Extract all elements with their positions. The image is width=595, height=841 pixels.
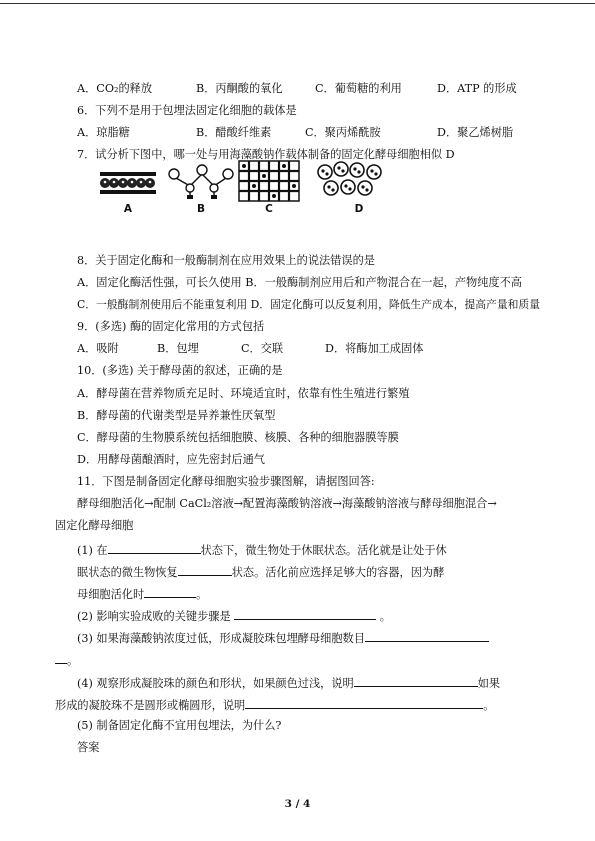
q9-option-a: A．吸附 [77, 342, 119, 355]
q6-option-a: A．琼脂糖 [77, 126, 130, 139]
q11-part4-text-c: 形成的凝胶珠不是圆形或椭圆形，说明 [55, 699, 246, 712]
q8-line-2: C．一般酶制剂使用后不能重复利用 D．固定化酶可以反复利用，降低生产成本，提高产量和质量 [77, 298, 541, 311]
q11-part4-line1 [77, 675, 500, 691]
q9-option-d: D．将酶加工成固体 [325, 342, 424, 355]
figure-label-d: D [354, 203, 364, 215]
q11-part1-text-b: 状态下，微生物处于休眠状态。活化就是让处于休 [200, 544, 447, 557]
q6-option-b: B．醋酸纤维素 [196, 126, 272, 139]
q5-option-b: B．丙酮酸的氧化 [196, 82, 283, 95]
q11-part1-line2 [77, 564, 444, 580]
q11-part4-text-d: 。 [483, 699, 495, 712]
q11-part3-line2 [55, 652, 78, 668]
q11-stem: 11．下图是制备固定化酵母细胞实验步骤图解，请据图回答: [77, 475, 375, 488]
q11-part1-text-e: 母细胞活化时 [77, 588, 145, 601]
figure-a-illustration [98, 160, 158, 200]
q11-part1-blank-2[interactable] [178, 564, 232, 576]
q6-option-d: D．聚乙烯树脂 [437, 126, 514, 139]
q11-part4-text-a: (4) 观察形成凝胶珠的颜色和形状，如果颜色过浅，说明 [77, 677, 354, 690]
figure-label-b: B [196, 203, 205, 215]
q10-option-b: B．酵母菌的代谢类型是异养兼性厌氧型 [77, 409, 276, 422]
figure-d-illustration [316, 160, 386, 200]
q11-flow-line-2: 固定化酵母细胞 [55, 519, 134, 532]
q6-stem: 6．下列不是用于包埋法固定化细胞的载体是 [77, 104, 297, 117]
q11-part1-line3 [77, 586, 207, 602]
q11-part5: (5) 制备固定化酶不宜用包埋法，为什么? [77, 719, 282, 732]
q11-part1-line1 [77, 542, 447, 558]
q7-stem: 7．试分析下图中，哪一处与用海藻酸钠作载体制备的固定化酵母细胞相似 D [77, 148, 455, 161]
q5-options [77, 82, 517, 96]
q7-figure [98, 160, 388, 218]
q10-option-c: C．酵母菌的生物膜系统包括细胞膜、核膜、各种的细胞器膜等膜 [77, 431, 399, 444]
figure-c-illustration [238, 160, 300, 202]
q11-part2-text-a: (2) 影响实验成败的关键步骤是 [77, 610, 231, 623]
q11-part4-text-b: 如果 [477, 677, 501, 690]
q9-option-c: C．交联 [241, 342, 284, 355]
q11-part3-blank-1[interactable] [365, 630, 489, 642]
q11-part1-blank-1[interactable] [108, 542, 201, 554]
answer-heading: 答案 [77, 741, 100, 754]
q11-part1-blank-3[interactable] [144, 586, 196, 598]
top-border-line [0, 3, 595, 4]
q5-option-c: C．葡萄糖的利用 [315, 82, 402, 95]
q11-part3-text-a: (3) 如果海藻酸钠浓度过低，形成凝胶珠包埋酵母细胞数目 [77, 632, 365, 645]
q9-option-b: B．包埋 [157, 342, 199, 355]
figure-label-c: C [265, 203, 273, 215]
q10-option-a: A．酵母菌在营养物质充足时、环境适宜时，依靠有性生殖进行繁殖 [77, 387, 410, 400]
q10-option-d: D．用酵母菌酿酒时，应先密封后通气 [77, 453, 265, 466]
q11-part3-line1 [77, 630, 489, 646]
q11-flow-line-1: 酵母细胞活化→配制 CaCl₂溶液→配置海藻酸钠溶液→海藻酸钠溶液与酵母细胞混合→ [77, 497, 497, 510]
page-number: 3 / 4 [284, 798, 311, 810]
q11-part1-text-c: 眠状态的微生物恢复 [77, 566, 178, 579]
q8-stem: 8．关于固定化酶和一般酶制剂在应用效果上的说法错误的是 [77, 254, 375, 267]
q11-part2-blank[interactable] [234, 608, 376, 620]
q6-option-c: C．聚丙烯酰胺 [305, 126, 381, 139]
q8-line-1: A．固定化酶活性强，可长久使用 B．一般酶制剂应用后和产物混合在一起，产物纯度不高 [77, 276, 522, 289]
q10-stem: 10．(多选) 关于酵母菌的叙述，正确的是 [77, 364, 283, 377]
q5-option-d: D．ATP 的形成 [437, 82, 517, 95]
q11-part4-blank-1[interactable] [354, 675, 478, 687]
q11-part2 [77, 608, 391, 624]
q11-part4-blank-2[interactable] [245, 697, 483, 709]
q9-options [77, 342, 423, 356]
q11-part1-text-a: (1) 在 [77, 544, 108, 557]
q5-option-a: A．CO₂的释放 [77, 82, 153, 95]
figure-label-a: A [123, 203, 133, 215]
q11-part1-text-d: 状态。活化前应选择足够大的容器，因为酵 [231, 566, 445, 579]
q11-part1-text-f: 。 [196, 588, 208, 601]
q11-part3-text-b: 。 [67, 654, 79, 667]
q9-stem: 9．(多选) 酶的固定化常用的方式包括 [77, 320, 265, 333]
q11-part4-line2 [55, 697, 494, 713]
q11-part2-text-b: 。 [379, 610, 391, 623]
figure-b-illustration [166, 160, 236, 200]
q11-part3-blank-2[interactable] [55, 652, 67, 664]
q6-options [77, 126, 513, 140]
